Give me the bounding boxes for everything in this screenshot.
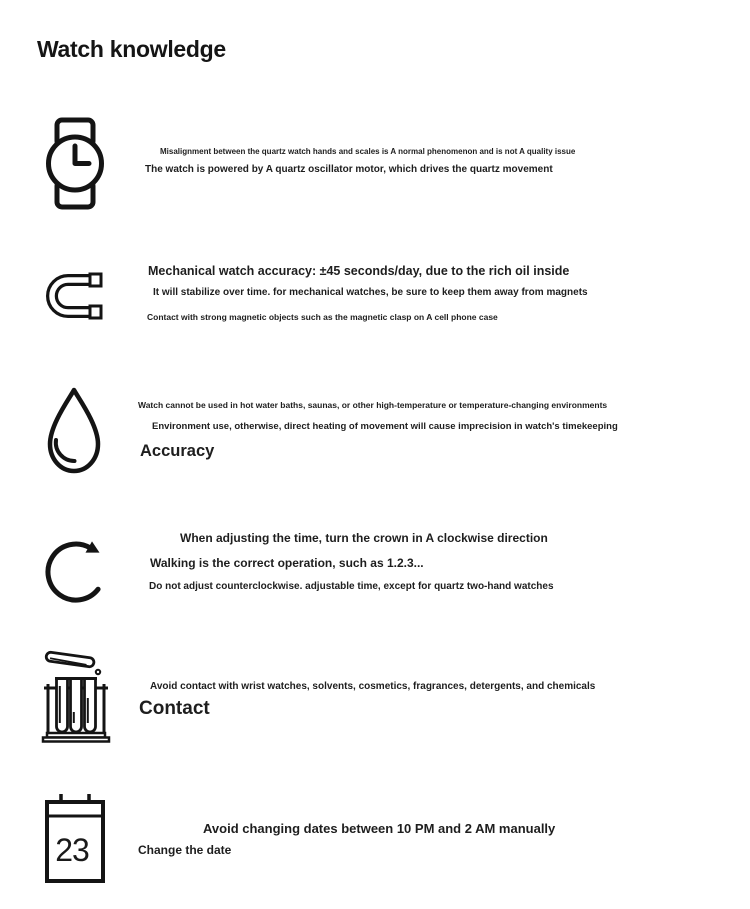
magnet-icon [42,270,104,322]
water-drop-icon [42,385,106,477]
clockwise-arrow-icon [44,526,108,606]
section-6-line-1: Avoid changing dates between 10 PM and 2 AM manually [203,821,556,836]
section-2-line-1: Mechanical watch accuracy: ±45 seconds/day, due to the rich oil inside [148,264,570,278]
section-5-heading: Contact [139,698,210,719]
section-3-line-2: Environment use, otherwise, direct heating of movement will cause imprecision in watch's timekeeping [152,421,618,432]
section-4-line-3: Do not adjust counterclockwise. adjustable time, except for quartz two-hand watches [149,581,554,592]
test-tubes-icon [40,648,112,743]
page-title: Watch knowledge [37,36,226,62]
section-1-line-2: The watch is powered by A quartz oscillator motor, which drives the quartz movement [145,164,553,175]
section-6-line-2: Change the date [138,843,232,857]
watch-icon [42,117,108,210]
section-3-line-1: Watch cannot be used in hot water baths, saunas, or other high-temperature or temperature-changing environments [138,400,608,410]
section-4-line-2: Walking is the correct operation, such as 1.2.3... [150,556,424,570]
section-4-line-1: When adjusting the time, turn the crown in A clockwise direction [180,531,548,545]
calendar-day-number: 23 [55,832,89,868]
calendar-icon [44,792,106,884]
section-5-line-1: Avoid contact with wrist watches, solvents, cosmetics, fragrances, detergents, and chemicals [150,681,596,692]
section-2-line-2: It will stabilize over time. for mechanical watches, be sure to keep them away from magnets [153,287,588,298]
section-3-heading: Accuracy [140,442,215,460]
section-2-line-3: Contact with strong magnetic objects such as the magnetic clasp on A cell phone case [147,312,498,322]
section-1-line-1: Misalignment between the quartz watch hands and scales is A normal phenomenon and is not A quality issue [160,147,576,156]
